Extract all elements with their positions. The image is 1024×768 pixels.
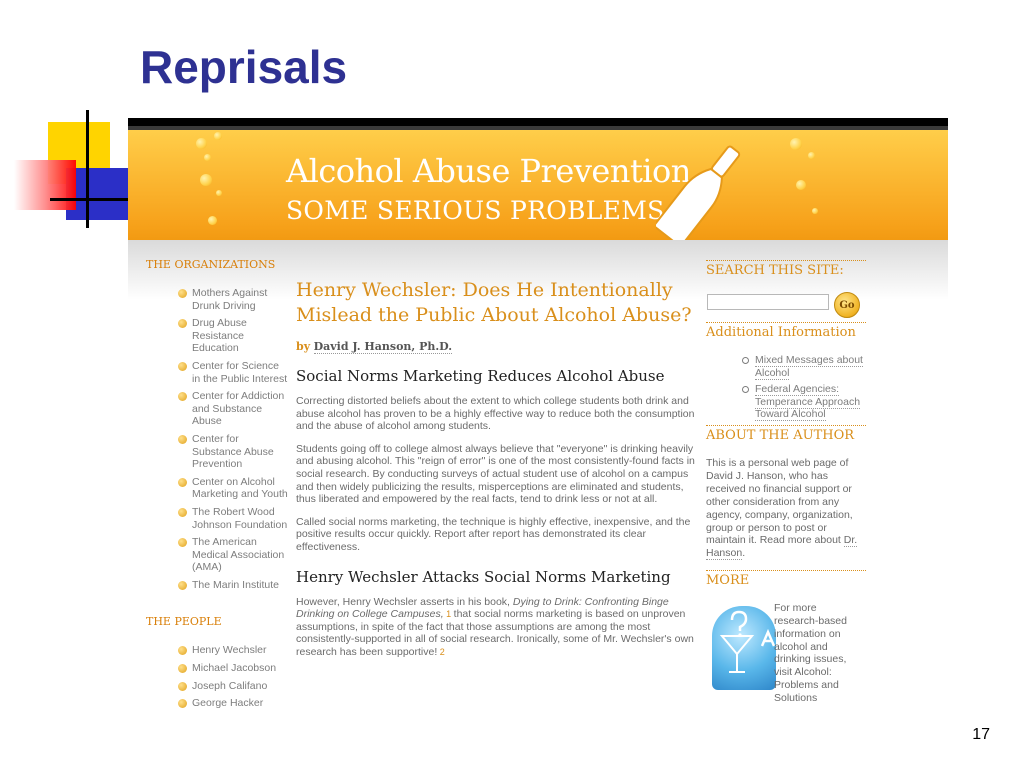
sidebar-item-label: Mothers Against Drunk Driving bbox=[192, 287, 268, 312]
bullet-icon bbox=[178, 682, 187, 691]
bubble-icon bbox=[790, 138, 802, 150]
website-screenshot bbox=[128, 118, 948, 734]
right-sidebar bbox=[706, 260, 866, 704]
alcohol-problems-logo-icon[interactable] bbox=[712, 606, 776, 690]
sidebar-item-label: Joseph Califano bbox=[192, 679, 268, 692]
paragraph: Correcting distorted beliefs about the extent to which college students both drink and abuse alcohol has proven to be a highly effective way to reduce both the consumption and the abuse of alcohol among students. bbox=[296, 395, 695, 433]
article-main bbox=[296, 278, 700, 659]
paragraph: Students going off to college almost always believe that "everyone" is drinking heavily and abusing alcohol. This "reign of error" is one of the most consistently-found facts in social research. By conducting surveys of actual student use of alcohol on a campus and then widely publicizing the results, misperceptions are eliminated and students, thus liberated and empowered by the real facts, tend to drink less or not at all. bbox=[296, 442, 695, 506]
decorative-red-gradient bbox=[14, 160, 76, 210]
more-text: For more research-based information on alcohol and drinking issues, visit Alcohol: Problems and Solutions bbox=[774, 602, 847, 704]
section-heading-wechsler-attacks: Henry Wechsler Attacks Social Norms Marketing bbox=[296, 567, 671, 586]
author-link[interactable]: David J. Hanson, Ph.D. bbox=[313, 340, 453, 353]
left-sidebar bbox=[128, 258, 288, 715]
sidebar-item-ama[interactable] bbox=[178, 536, 288, 574]
link-federal-agencies[interactable]: Federal Agencies: Temperance Approach Toward Alcohol bbox=[755, 383, 861, 421]
bullet-icon bbox=[178, 646, 187, 655]
bubble-icon bbox=[796, 180, 806, 190]
sidebar-item-madd[interactable] bbox=[178, 287, 288, 312]
about-author-text bbox=[706, 457, 866, 560]
bullet-icon bbox=[178, 478, 187, 487]
search-input[interactable] bbox=[707, 294, 829, 310]
search-heading: SEARCH THIS SITE: bbox=[706, 260, 866, 280]
paragraph-text: However, Henry Wechsler asserts in his book, bbox=[296, 595, 513, 608]
list-item bbox=[742, 383, 866, 421]
section-heading-social-norms: Social Norms Marketing Reduces Alcohol Abuse bbox=[296, 367, 665, 385]
bottle-icon bbox=[656, 138, 746, 240]
sidebar-item-label: Henry Wechsler bbox=[192, 644, 267, 657]
article-byline bbox=[296, 340, 700, 353]
martini-glass-icon bbox=[712, 606, 776, 690]
paragraph bbox=[296, 596, 700, 659]
list-item bbox=[742, 354, 866, 379]
bubble-icon bbox=[216, 190, 222, 196]
bubble-icon bbox=[214, 132, 222, 140]
decorative-vertical-line bbox=[86, 110, 89, 228]
bubble-icon bbox=[208, 216, 217, 225]
decorative-horizontal-line bbox=[50, 198, 128, 201]
sidebar-item-label: Center on Alcohol Marketing and Youth bbox=[192, 475, 288, 501]
banner-title: Alcohol Abuse Prevention bbox=[286, 152, 691, 190]
sidebar-item-califano[interactable] bbox=[178, 680, 288, 693]
byline-by: by bbox=[296, 340, 311, 353]
people-heading: THE PEOPLE bbox=[146, 615, 222, 629]
sidebar-item-camy[interactable] bbox=[178, 476, 288, 501]
sidebar-item-jacobson[interactable] bbox=[178, 662, 288, 675]
organizations-heading: THE ORGANIZATIONS bbox=[146, 258, 276, 271]
more-heading: MORE bbox=[706, 570, 866, 590]
bullet-icon bbox=[178, 392, 187, 401]
paragraph: Called social norms marketing, the technique is highly effective, inexpensive, and the positive results occur quickly. Report after report has demonstrated its clear effectiveness. bbox=[296, 515, 691, 553]
search-row bbox=[706, 294, 866, 322]
sidebar-item-label: Michael Jacobson bbox=[192, 662, 277, 675]
people-list bbox=[178, 644, 288, 709]
sidebar-item-cspi[interactable] bbox=[178, 360, 288, 385]
bullet-icon bbox=[178, 289, 187, 298]
footnote-link-2[interactable]: 2 bbox=[437, 646, 445, 657]
sidebar-item-label: Center for Addiction and Substance Abuse bbox=[192, 390, 285, 428]
bubble-icon bbox=[200, 174, 212, 186]
paragraph-text: that social norms marketing is based on unproven assumptions, in spite of the fact that those assumptions are among the most consistently-supported in all of social research. Ironically, some of Mr. Wechsler's own research has been supportive! bbox=[296, 608, 694, 658]
more-box bbox=[706, 600, 866, 704]
sidebar-item-label: The Marin Institute bbox=[192, 578, 279, 591]
sidebar-item-label: Center for Substance Abuse Prevention bbox=[192, 432, 274, 471]
bullet-icon bbox=[178, 435, 187, 444]
additional-info-list bbox=[742, 354, 866, 421]
about-text-body: This is a personal web page of David J. Hanson, who has received no financial support or other consideration from any agency, company, organization, group or person to post or maintain it. Read more about bbox=[706, 456, 853, 547]
sidebar-item-label: The Robert Wood Johnson Foundation bbox=[192, 505, 288, 531]
bullet-icon bbox=[178, 362, 187, 371]
footnote-link-1[interactable]: 1 bbox=[443, 609, 454, 620]
bubble-icon bbox=[808, 152, 815, 159]
slide-number: 17 bbox=[972, 726, 990, 743]
bullet-icon bbox=[178, 699, 187, 708]
bubble-icon bbox=[196, 138, 207, 149]
bullet-icon bbox=[178, 319, 187, 328]
sidebar-item-dare[interactable] bbox=[178, 317, 288, 355]
bubble-icon bbox=[204, 154, 211, 161]
about-author-heading: ABOUT THE AUTHOR bbox=[706, 425, 866, 445]
go-button[interactable]: Go bbox=[834, 292, 860, 318]
sidebar-item-wechsler[interactable] bbox=[178, 644, 288, 657]
sidebar-item-csap[interactable] bbox=[178, 433, 288, 471]
sidebar-item-label: George Hacker bbox=[192, 697, 264, 710]
bullet-icon bbox=[178, 664, 187, 673]
sidebar-item-rwjf[interactable] bbox=[178, 506, 288, 531]
sidebar-item-label: The American Medical Association (AMA) bbox=[192, 536, 285, 574]
banner-subtitle: SOME SERIOUS PROBLEMS bbox=[286, 196, 665, 225]
bullet-icon bbox=[178, 508, 187, 517]
sidebar-item-label: Drug Abuse Resistance Education bbox=[192, 317, 247, 355]
sidebar-item-label: Center for Science in the Public Interest bbox=[192, 359, 288, 385]
sidebar-item-marin[interactable] bbox=[178, 579, 288, 592]
bullet-icon bbox=[178, 581, 187, 590]
browser-top-bar bbox=[128, 118, 948, 130]
organizations-list bbox=[178, 287, 288, 591]
book-title: Dying to Drink: Confronting Binge Drinking on College Campuses, bbox=[296, 595, 669, 621]
sidebar-item-hacker[interactable] bbox=[178, 697, 288, 710]
bubble-icon bbox=[812, 208, 818, 214]
additional-info-heading: Additional Information bbox=[706, 322, 866, 342]
link-mixed-messages[interactable]: Mixed Messages about Alcohol bbox=[755, 354, 863, 379]
sidebar-item-casa[interactable] bbox=[178, 390, 288, 428]
dr-hanson-link[interactable]: Dr. Hanson bbox=[706, 534, 858, 560]
site-banner bbox=[128, 130, 948, 240]
bullet-icon bbox=[178, 538, 187, 547]
about-text-end: . bbox=[742, 547, 746, 560]
article-title: Henry Wechsler: Does He Intentionally Mislead the Public About Alcohol Abuse? bbox=[296, 279, 692, 326]
slide-title: Reprisals bbox=[140, 41, 348, 93]
